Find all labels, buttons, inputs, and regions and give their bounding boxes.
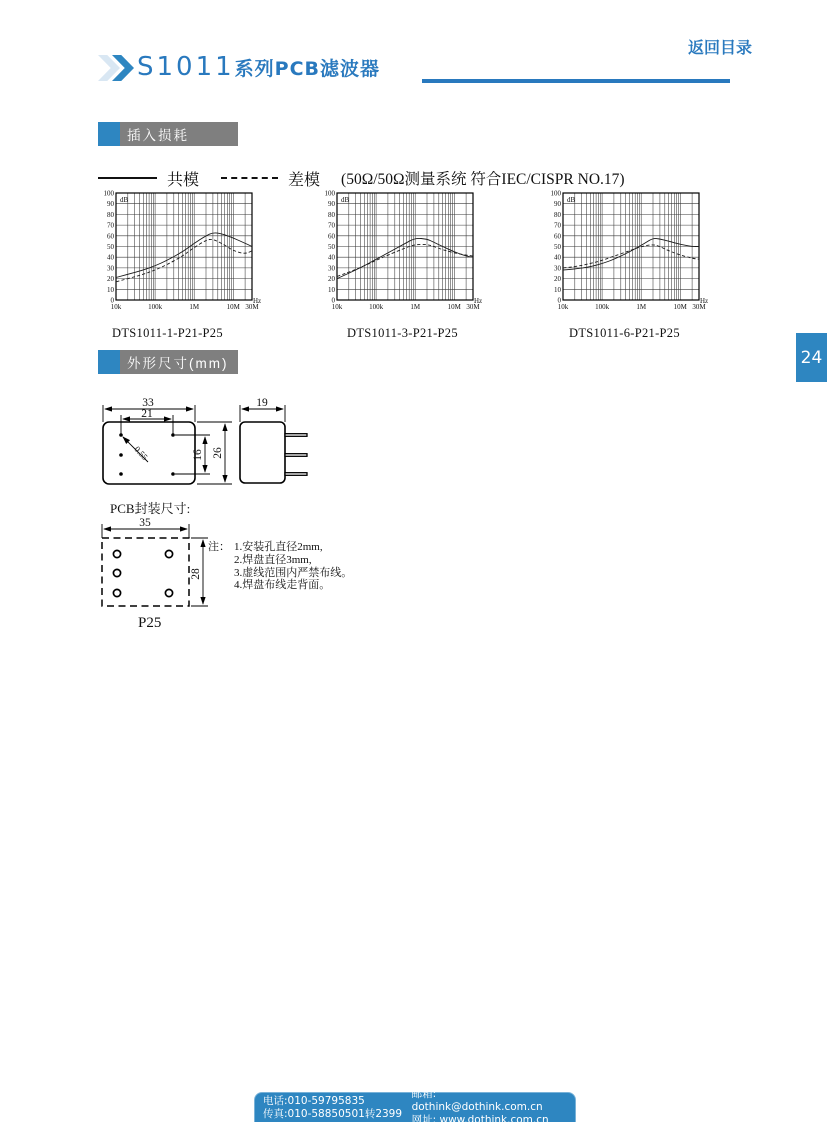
svg-text:Hz: Hz bbox=[253, 297, 262, 305]
svg-text:dB: dB bbox=[120, 196, 129, 204]
fax-line: 传真:010-58850501转2399 bbox=[263, 1107, 403, 1120]
pad-hole bbox=[113, 589, 120, 596]
dim-28: 28 bbox=[190, 568, 202, 580]
svg-text:10: 10 bbox=[107, 285, 114, 294]
section-header-dimensions bbox=[98, 350, 238, 374]
side-pin bbox=[285, 434, 307, 437]
phone-line: 电话:010-59795835 bbox=[263, 1094, 365, 1107]
web-line: 网址: www.dothink.com.cn bbox=[411, 1114, 549, 1126]
svg-text:10k: 10k bbox=[110, 303, 122, 311]
pin-dot bbox=[119, 453, 123, 457]
svg-text:60: 60 bbox=[107, 232, 114, 241]
side-pin bbox=[285, 473, 307, 476]
svg-text:30: 30 bbox=[328, 264, 335, 273]
insertion-loss-chart-3 bbox=[547, 188, 721, 320]
dim-16: 16 bbox=[192, 449, 204, 461]
pad-hole bbox=[113, 569, 120, 576]
pad-hole bbox=[165, 550, 172, 557]
svg-text:1M: 1M bbox=[636, 303, 647, 311]
svg-text:0: 0 bbox=[110, 296, 114, 305]
email-line: 邮箱: dothink@dothink.com.cn bbox=[411, 1088, 543, 1113]
svg-text:100k: 100k bbox=[369, 303, 384, 311]
svg-text:1M: 1M bbox=[189, 303, 200, 311]
side-pin bbox=[285, 454, 307, 457]
dim-19: 19 bbox=[256, 397, 268, 409]
back-to-toc-link[interactable]: 返回目录 bbox=[688, 38, 753, 57]
chart-block-1 bbox=[100, 188, 274, 341]
svg-text:10M: 10M bbox=[673, 303, 687, 311]
legend-diff-mode: 差模 bbox=[288, 171, 321, 189]
title-underline bbox=[422, 79, 730, 83]
footprint-name: P25 bbox=[138, 615, 162, 631]
chart-caption: DTS1011-3-P21-P25 bbox=[347, 326, 458, 340]
section-title: 插入损耗 bbox=[120, 122, 238, 146]
svg-text:10: 10 bbox=[554, 285, 561, 294]
dim-26: 26 bbox=[212, 447, 224, 459]
svg-text:30: 30 bbox=[554, 264, 561, 273]
svg-text:70: 70 bbox=[328, 221, 335, 230]
svg-text:30M: 30M bbox=[692, 303, 706, 311]
svg-text:60: 60 bbox=[328, 232, 335, 241]
pcb-footprint-label: PCB封装尺寸: bbox=[110, 501, 191, 516]
svg-text:1M: 1M bbox=[410, 303, 421, 311]
section-accent-square bbox=[98, 122, 120, 146]
outline-drawing bbox=[98, 395, 330, 497]
svg-text:Hz: Hz bbox=[700, 297, 709, 305]
dim-21: 21 bbox=[141, 408, 153, 420]
note-item: 2.焊盘直径3mm, bbox=[234, 553, 312, 566]
svg-text:60: 60 bbox=[554, 232, 561, 241]
chart-block-3 bbox=[547, 188, 721, 341]
svg-text:Hz: Hz bbox=[474, 297, 483, 305]
svg-text:80: 80 bbox=[107, 210, 114, 219]
svg-text:80: 80 bbox=[328, 210, 335, 219]
chart-block-2 bbox=[321, 188, 495, 341]
svg-text:50: 50 bbox=[554, 243, 561, 251]
pin-dot bbox=[119, 433, 123, 437]
svg-text:20: 20 bbox=[554, 275, 561, 284]
svg-text:10M: 10M bbox=[226, 303, 240, 311]
measurement-system-note: (50Ω/50Ω测量系统 符合IEC/CISPR NO.17) bbox=[341, 171, 625, 188]
page-title bbox=[137, 52, 380, 82]
svg-text:30M: 30M bbox=[466, 303, 480, 311]
svg-text:50: 50 bbox=[328, 243, 335, 251]
svg-text:90: 90 bbox=[554, 200, 561, 209]
section-header-insertion-loss bbox=[98, 122, 238, 146]
section-title: 外形尺寸(mm) bbox=[120, 350, 238, 374]
chart-caption: DTS1011-6-P21-P25 bbox=[569, 326, 680, 340]
chart-legend bbox=[98, 168, 625, 188]
svg-text:40: 40 bbox=[328, 253, 335, 262]
website-link[interactable]: www.dothink.com.cn bbox=[439, 1114, 549, 1126]
pcb-footprint-drawing bbox=[95, 518, 213, 613]
svg-text:70: 70 bbox=[107, 221, 114, 230]
dim-33: 33 bbox=[142, 397, 154, 409]
contact-footer bbox=[254, 1088, 576, 1126]
page-number-tab: 24 bbox=[796, 333, 827, 382]
svg-text:50: 50 bbox=[107, 243, 114, 251]
svg-text:10: 10 bbox=[328, 285, 335, 294]
svg-text:10k: 10k bbox=[557, 303, 569, 311]
insertion-loss-chart-2 bbox=[321, 188, 495, 320]
svg-text:dB: dB bbox=[567, 196, 576, 204]
note-item: 3.虚线范围内严禁布线。 bbox=[234, 566, 353, 579]
svg-text:10k: 10k bbox=[331, 303, 343, 311]
insertion-loss-chart-1 bbox=[100, 188, 274, 320]
svg-text:10M: 10M bbox=[447, 303, 461, 311]
svg-text:100: 100 bbox=[103, 189, 114, 198]
note-item: 4.焊盘布线走背面。 bbox=[234, 579, 331, 592]
svg-text:100k: 100k bbox=[148, 303, 163, 311]
series-model: S1011 bbox=[137, 52, 235, 82]
notes-label: 注： bbox=[208, 541, 230, 553]
pad-hole bbox=[113, 550, 120, 557]
dashed-line-swatch bbox=[221, 177, 278, 179]
series-suffix: 系列PCB滤波器 bbox=[234, 58, 381, 80]
insertion-loss-plot bbox=[321, 188, 495, 316]
svg-text:dB: dB bbox=[341, 196, 350, 204]
svg-text:30: 30 bbox=[107, 264, 114, 273]
svg-text:40: 40 bbox=[107, 253, 114, 262]
svg-text:20: 20 bbox=[107, 275, 114, 284]
svg-text:100k: 100k bbox=[595, 303, 610, 311]
svg-text:80: 80 bbox=[554, 210, 561, 219]
svg-text:30M: 30M bbox=[245, 303, 259, 311]
svg-text:0: 0 bbox=[557, 296, 561, 305]
solid-line-swatch bbox=[98, 177, 157, 179]
svg-text:70: 70 bbox=[554, 221, 561, 230]
dim-pin-dia: 0.55 bbox=[132, 444, 150, 462]
svg-text:100: 100 bbox=[550, 189, 561, 198]
note-item: 1.安装孔直径2mm, bbox=[234, 541, 323, 553]
svg-text:20: 20 bbox=[328, 275, 335, 284]
svg-text:100: 100 bbox=[324, 189, 335, 198]
dim-35: 35 bbox=[139, 518, 151, 529]
svg-text:90: 90 bbox=[107, 200, 114, 209]
chart-caption: DTS1011-1-P21-P25 bbox=[112, 326, 223, 340]
section-accent-square bbox=[98, 350, 120, 374]
pin-dot bbox=[171, 433, 175, 437]
svg-text:40: 40 bbox=[554, 253, 561, 262]
svg-text:90: 90 bbox=[328, 200, 335, 209]
side-view-body bbox=[240, 422, 285, 483]
insertion-loss-plot bbox=[100, 188, 274, 316]
pad-hole bbox=[165, 589, 172, 596]
svg-text:0: 0 bbox=[331, 296, 335, 305]
pin-dot bbox=[119, 472, 123, 476]
notes-block bbox=[208, 541, 352, 592]
pin-dot bbox=[171, 472, 175, 476]
legend-common-mode: 共模 bbox=[167, 171, 200, 189]
insertion-loss-plot bbox=[547, 188, 721, 316]
